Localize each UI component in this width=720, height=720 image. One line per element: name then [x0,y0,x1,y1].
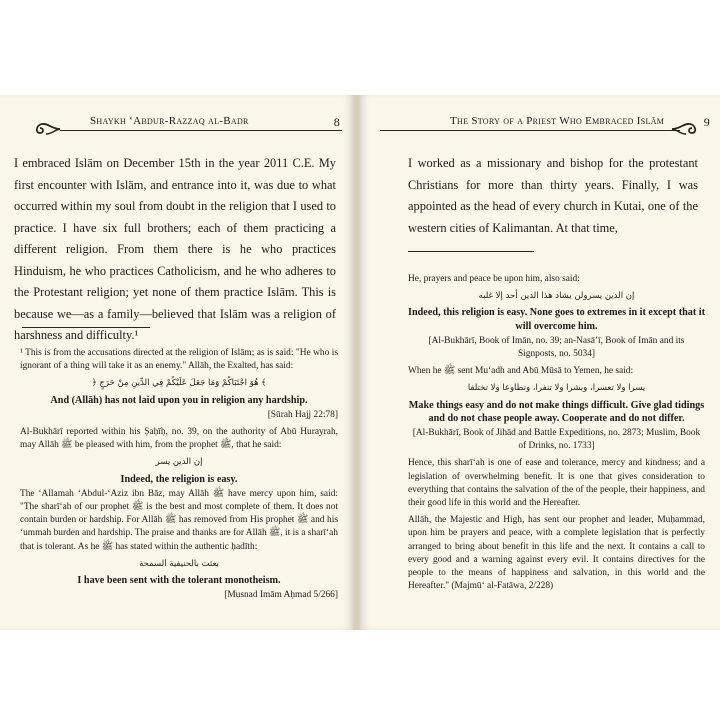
citation: [Al-Bukhārī, Book of Jihād and Battle Expeditions, no. 2873; Muslim, Book of Drinks, no. 1733] [412,428,701,452]
translation-text: Make things easy and do not make things difficult. Give glad tidings and do not chase people away. Cooperate and do not differ. [408,399,705,424]
arabic-hadith: بعثت بالحنيفية السمحة [139,558,219,569]
book-spread [0,95,720,630]
header-rule [380,130,680,131]
page-number: 9 [703,115,710,129]
left-page [0,95,355,630]
translation-text: Indeed, this religion is easy. None goes to extremes in it except that it will overcome him. [408,307,706,332]
running-title: The Story of a Priest Who Embraced Islām [450,115,665,127]
footnote-rule [408,251,534,252]
scroll-ornament-icon [30,121,62,137]
footnote-paragraph: ¹ This is from the accusations directed at the religion of Islām; as is said: "He who is ignorant of a thing will take it as an enemy." Allāh, the Exalted, has said: [20,348,338,372]
footnote-paragraph: Allāh, the Majestic and High, has sent our prophet and leader, Muḥammad, upon him be prayers and peace, with a complete legislation that is perfectly arranged to bring about benefit in this life and the next. It contains a call to every good and a warning against every evil. It contains directives for the people to the means of happiness and salvation, in this world and the Hereafter." (Majmū‘ al-Fatāwa, 2/228) [408,515,705,592]
arabic-verse: ﴿ هُوَ اجْتَبَاكُمْ وَمَا جَعَلَ عَلَيْكُمْ فِي الدِّينِ مِنْ حَرَجٍ ﴾ [91,378,267,389]
footnote-paragraph: The ‘Allamah ‘Abdul-‘Aziz ibn Bāz, may Allāh ﷺ have mercy upon him, said: "The sharī‘ah of our prophet ﷺ is the best and most complete of them. It does not contain burden or hardship. For Allāh ﷺ has removed from His prophet ﷺ and his ‘ummah burden and hardship. The praise and thanks are for Allāh ﷺ, it is a sharī‘ah that is tolerant. As he ﷺ has stated within the authentic ḥadīth: [20,488,339,552]
translation-text: I have been sent with the tolerant monotheism. [77,575,281,587]
running-title: Shaykh ‘Abdur-Razzaq al-Badr [90,115,249,127]
header-rule [60,130,342,131]
page-header [90,115,340,127]
right-page [358,95,720,630]
footnote-rule [22,327,150,328]
footnote-paragraph: Al-Bukhārī reported within his Ṣaḥīḥ, no. 39, on the authority of Abū Hurayrah, may Allāh ﷺ be pleased with him, from the prophet ﷺ, that he said: [20,427,338,451]
translation-text: And (Allāh) has not laid upon you in religion any hardship. [50,394,308,406]
page-number: 8 [333,115,340,129]
footnote-paragraph: He, prayers and peace be upon him, also said: [408,274,580,284]
arabic-hadith: إن الدين يسرولن يشاد هذا الدين أحد إلا غلبه [478,291,635,302]
body-text: I embraced Islām on December 15th in the year 2011 C.E. My first encounter with Islām, and entrance into it, was due to what occurred within my soul from doubt in the religion that I used to practice. I have six full brothers; each of them practicing a different religion. From them there is he who practices Hinduism, he who practices Catholicism, and he who adheres to the Protestant religion; yet none of them practice Islām. This is because we—as a family—believed that Islām was a religion of harshness and difficulty.¹ [14,156,336,342]
arabic-hadith: إن الدين يسر [155,457,203,468]
citation: [Musnad Imām Aḥmad 5/266] [224,590,338,601]
footnote [20,347,338,606]
footnote-paragraph: When he ﷺ sent Mu‘adh and Abū Mūsā to Yemen, he said: [408,366,634,377]
translation-text: Indeed, the religion is easy. [120,473,238,485]
body-text: I worked as a missionary and bishop for the protestant Christians for more than thirty years. Finally, I was appointed as the head of every church in Kutai, one of the western cities of Kalimantan. At that time, [408,156,698,235]
page-header [450,115,710,127]
footnote-paragraph: Hence, this sharī‘ah is one of ease and tolerance, mercy and kindness; and a legislation of overwhelming benefit. It is one that gives consideration to everything that contains the salvation of the of the people, their happiness, and their good life in this world and the Hereafter. [408,458,705,509]
arabic-hadith: يسرا ولا تعسرا، وبشرا ولا تنفرا، وتطاوعا ولا تختلفا [467,383,646,394]
footnote [408,273,705,597]
citation: [Sūrah Hajj 22:78] [267,409,338,420]
citation: [Al-Bukhārī, Book of Imān, no. 39; an-Nasā’ī, Book of Imān and its Signposts, no. 5034] [428,335,685,360]
